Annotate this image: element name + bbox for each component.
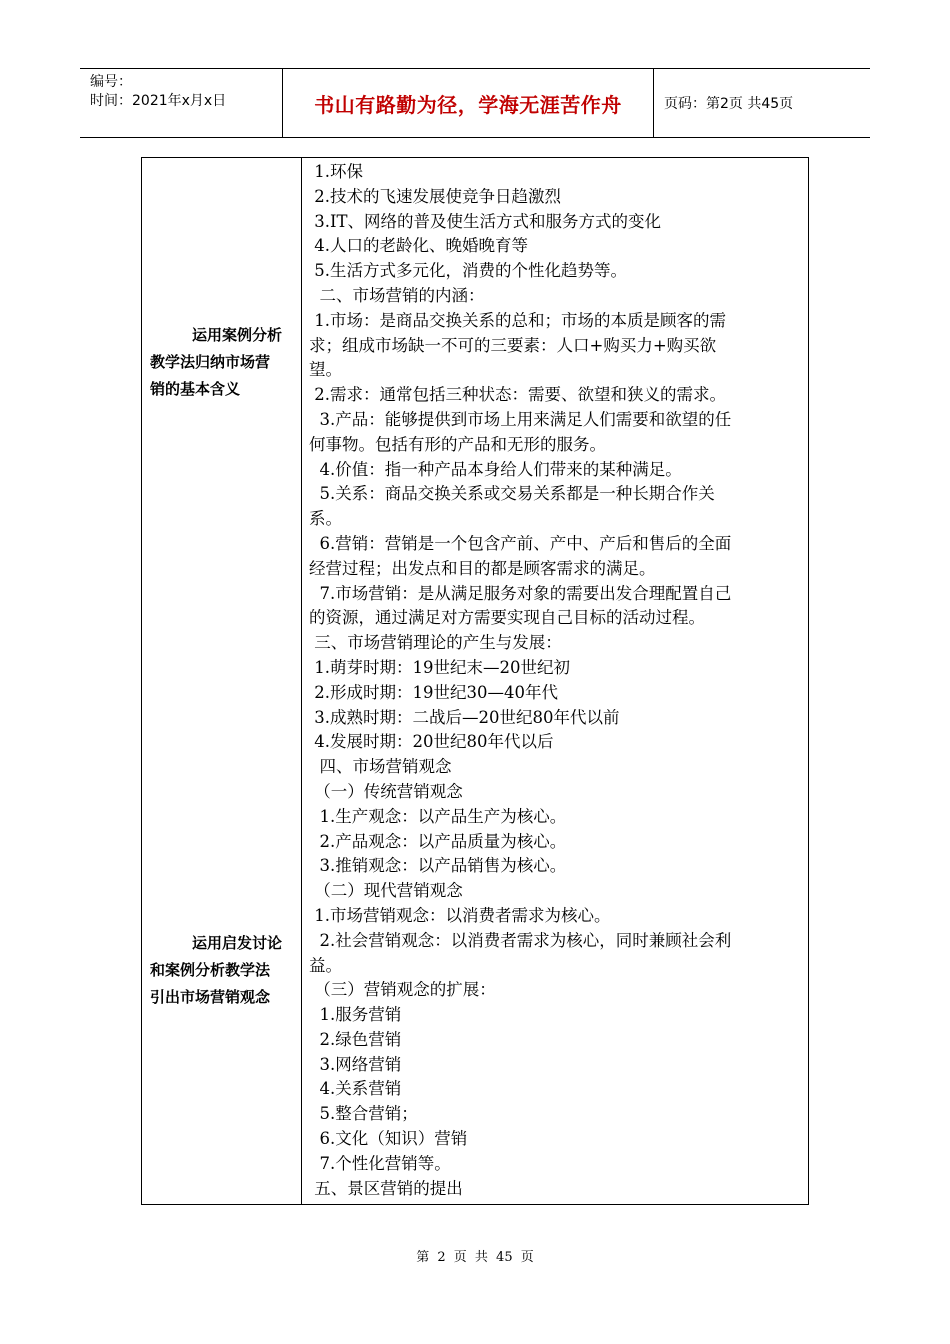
content-line: 2.技术的飞速发展使竞争日趋激烈 [309, 186, 561, 206]
content-line: 二、市场营销的内涵： [309, 285, 485, 305]
content-line: 5.整合营销； [309, 1104, 418, 1124]
document-number-label: 编号： [90, 74, 132, 90]
content-line: 1.市场：是商品交换关系的总和；市场的本质是顾客的需 [309, 310, 726, 330]
label-line: 教学法归纳市场营 [150, 353, 271, 371]
content-line: 系。 [309, 509, 342, 529]
content-line: 三、市场营销理论的产生与发展： [309, 633, 562, 653]
header-meta [90, 73, 226, 111]
label-line: 销的基本含义 [150, 380, 241, 398]
column-divider [301, 158, 302, 1204]
method-label-2 [150, 930, 298, 1011]
content-line: 1.市场营销观念：以消费者需求为核心。 [309, 905, 611, 925]
header-divider [653, 69, 654, 137]
content-line: 的资源，通过满足对方需要实现自己目标的活动过程。 [309, 608, 705, 628]
content-line: （二）现代营销观念 [309, 881, 463, 901]
label-line: 运用启发讨论 [192, 934, 283, 952]
content-line: （三）营销观念的扩展： [309, 980, 496, 1000]
content-line: 2.绿色营销 [309, 1029, 402, 1049]
content-line: 4.价值：指一种产品本身给人们带来的某种满足。 [309, 459, 682, 479]
content-line: 四、市场营销观念 [309, 757, 452, 777]
page-header [80, 68, 870, 138]
content-line: 7.个性化营销等。 [309, 1153, 451, 1173]
content-line: 1.服务营销 [309, 1005, 402, 1025]
content-line: 3.IT、网络的普及使生活方式和服务方式的变化 [309, 211, 662, 231]
lesson-table [141, 157, 809, 1205]
header-motto: 书山有路勤为径，学海无涯苦作舟 [314, 92, 622, 117]
content-line: 何事物。包括有形的产品和无形的服务。 [309, 434, 606, 454]
content-line: 6.营销：营销是一个包含产前、产中、产后和售后的全面 [309, 533, 732, 553]
content-line: 1.环保 [309, 162, 363, 181]
content-line: 4.关系营销 [309, 1079, 402, 1099]
header-page-info: 页码：第2页 共45页 [664, 96, 794, 112]
label-line: 运用案例分析 [192, 326, 283, 344]
content-line: 4.发展时期：20世纪80年代以后 [309, 732, 554, 752]
content-line: 3.推销观念：以产品销售为核心。 [309, 856, 567, 876]
lesson-content [309, 160, 804, 1201]
content-line: 望。 [309, 360, 342, 380]
content-line: 2.产品观念：以产品质量为核心。 [309, 831, 567, 851]
content-line: 求；组成市场缺一不可的三要素：人口+购买力+购买欲 [309, 335, 717, 355]
content-line: 1.萌芽时期：19世纪末—20世纪初 [309, 657, 570, 677]
content-line: 五、景区营销的提出 [309, 1178, 463, 1198]
content-line: 3.产品：能够提供到市场上用来满足人们需要和欲望的任 [309, 409, 732, 429]
method-label-1 [150, 322, 298, 403]
content-line: 3.网络营销 [309, 1054, 402, 1074]
content-line: 6.文化（知识）营销 [309, 1129, 468, 1149]
page-footer: 第 2 页 共 45 页 [416, 1250, 534, 1265]
content-line: 4.人口的老龄化、晚婚晚育等 [309, 236, 528, 256]
content-line: 2.社会营销观念：以消费者需求为核心，同时兼顾社会利 [309, 930, 732, 950]
content-line: 2.需求：通常包括三种状态：需要、欲望和狭义的需求。 [309, 385, 726, 405]
content-line: 5.生活方式多元化，消费的个性化趋势等。 [309, 261, 627, 281]
content-line: 益。 [309, 955, 342, 975]
content-line: 2.形成时期：19世纪30—40年代 [309, 682, 558, 702]
document-date: 时间：2021年x月x日 [90, 93, 227, 109]
content-line: （一）传统营销观念 [309, 781, 463, 801]
content-line: 1.生产观念：以产品生产为核心。 [309, 806, 567, 826]
content-line: 5.关系：商品交换关系或交易关系都是一种长期合作关 [309, 484, 715, 504]
content-line: 7.市场营销：是从满足服务对象的需要出发合理配置自己 [309, 583, 732, 603]
label-line: 和案例分析教学法 [150, 961, 271, 979]
content-line: 3.成熟时期：二战后—20世纪80年代以前 [309, 707, 620, 727]
label-line: 引出市场营销观念 [150, 988, 271, 1006]
content-line: 经营过程；出发点和目的都是顾客需求的满足。 [309, 558, 656, 578]
